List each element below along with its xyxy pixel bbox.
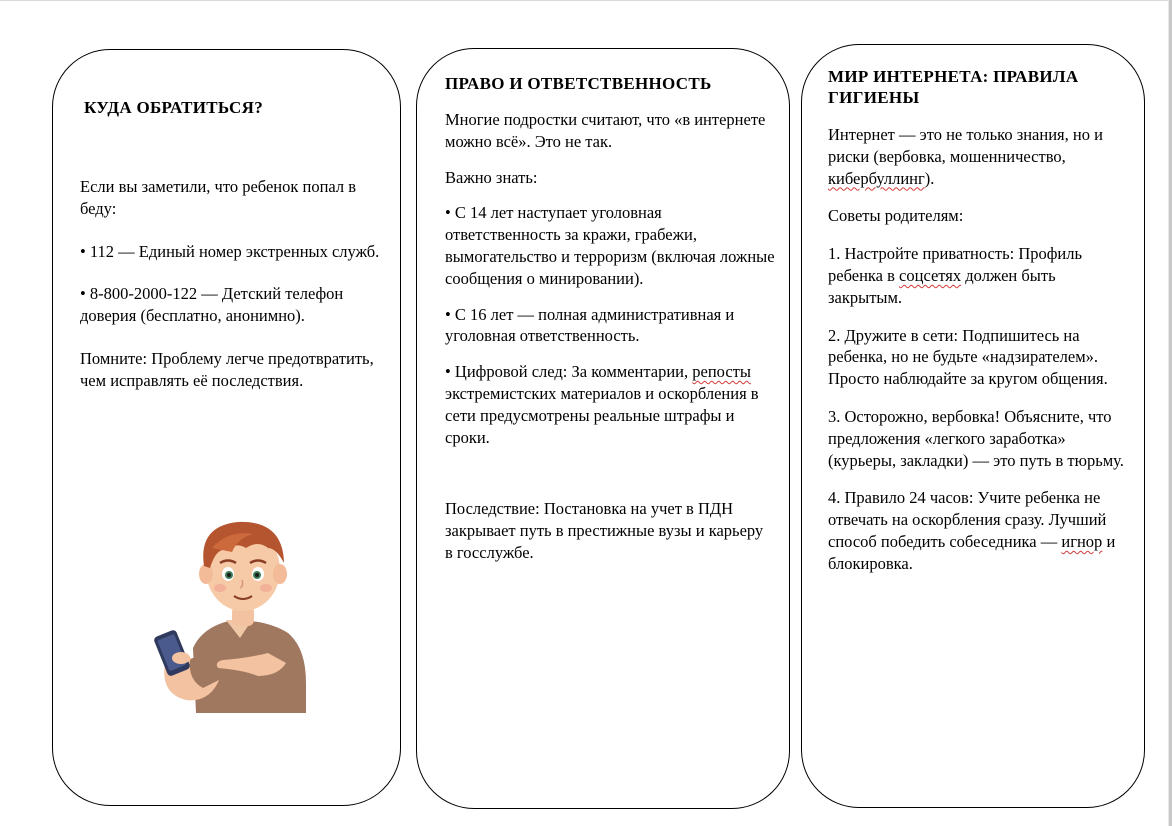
panel-body: [445, 109, 775, 564]
tip-1-prefix: 1. Настройте приватность: Профиль ребенка в: [828, 244, 1083, 285]
page-top-edge: [0, 0, 1172, 1]
consequence-paragraph: Последствие: Постановка на учет в ПДН закрывает путь в престижные вузы и карьеру в госслужбе.: [445, 499, 764, 562]
tip-4-prefix: 4. Правило 24 часов: Учите ребенка не отвечать на оскорбления сразу. Лучший способ победить собеседника —: [828, 488, 1107, 551]
tip-1-suffix: должен быть закрытым.: [828, 265, 1056, 307]
intro-paragraph: Многие подростки считают, что «в интернете можно всё». Это не так.: [445, 110, 766, 151]
panel-body: [80, 176, 380, 392]
spellcheck-word: кибербуллинг: [828, 168, 925, 188]
tip-3: 3. Осторожно, вербовка! Объясните, что предложения «легкого заработка» (курьеры, закладки) — это путь в тюрьму.: [828, 406, 1124, 470]
panel-title: КУДА ОБРАТИТЬСЯ?: [84, 98, 263, 117]
panel-internet-hygiene: [801, 44, 1145, 808]
advice-label: Советы родителям:: [828, 206, 964, 226]
intro-suffix: ).: [924, 168, 935, 188]
tip-4: [828, 487, 1133, 574]
remember-paragraph: Помните: Проблему легче предотвратить, чем исправлять её последствия.: [80, 348, 374, 390]
intro-prefix: Интернет — это не только знания, но и риски (вербовка, мошенничество,: [828, 125, 1103, 166]
tip-2: 2. Дружите в сети: Подпишитесь на ребенка, но не будьте «надзирателем». Просто наблюдайте за кругом общения.: [828, 325, 1108, 389]
intro-paragraph: Если вы заметили, что ребенок попал в беду:: [80, 177, 357, 218]
panel-law-responsibility: [416, 48, 790, 809]
spellcheck-word: соцсетях: [899, 265, 962, 285]
spellcheck-word: игнор: [1061, 531, 1103, 551]
spellcheck-word: репосты: [692, 362, 751, 382]
digital-suffix: экстремистских материалов и оскорбления в сети предусмотрены реальные штрафы и сроки.: [445, 383, 759, 447]
boy-with-phone-illustration: [148, 508, 308, 713]
panel-title: МИР ИНТЕРНЕТА: ПРАВИЛА ГИГИЕНЫ: [828, 67, 1079, 107]
age-14-bullet: • С 14 лет наступает уголовная ответственность за кражи, грабежи, вымогательство и терроризм (включая ложные сообщения о минировании).: [445, 203, 775, 288]
tip-4-suffix: и блокировка.: [828, 531, 1116, 573]
important-label: Важно знать:: [445, 167, 538, 187]
helpline-bullet: • 8-800-2000-122 — Детский телефон доверия (бесплатно, анонимно).: [80, 284, 344, 326]
digital-footprint-bullet: [445, 361, 775, 448]
panel-where-to-turn: [52, 49, 401, 806]
age-16-bullet: • С 16 лет — полная административная и уголовная ответственность.: [445, 304, 735, 346]
emergency-bullet: • 112 — Единый номер экстренных служб.: [80, 241, 380, 261]
panel-body: [828, 124, 1133, 575]
digital-prefix: • Цифровой след: За комментарии,: [445, 362, 693, 382]
intro-paragraph: [828, 124, 1133, 189]
tip-1: [828, 243, 1133, 308]
panel-title: ПРАВО И ОТВЕТСТВЕННОСТЬ: [445, 74, 712, 93]
